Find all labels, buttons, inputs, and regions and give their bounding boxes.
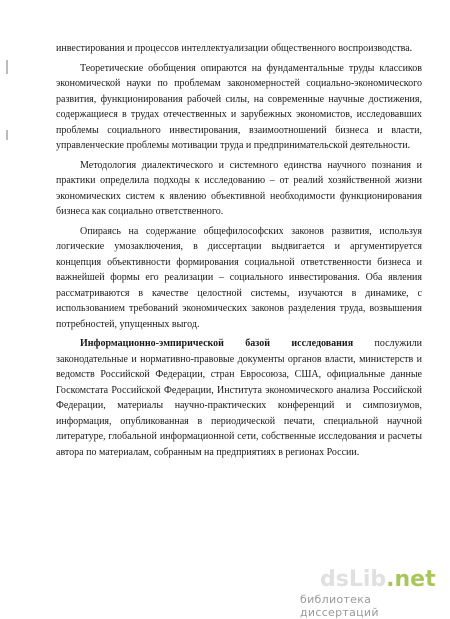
paragraph — [56, 61, 422, 154]
watermark-subtitle: библиотека диссертаций — [300, 593, 379, 619]
scan-edge-mark — [6, 130, 8, 140]
paragraph-text: послужили законодательные и нормативно-правовые документы органов власти, министерств и ведомств Российской Федерации, стран Евросоюза, США, официальные данные Госкомстата Российской Федерации, Института экономического анализа Российской Федерации, материалы научно-практических конференций и симпозиумов, информация, опубликованная в периодической печати, специальной научной литературе, глобальной информационной сети, собственные исследования и расчеты автора по материалам, собранным на предприятиях в регионах России. — [56, 338, 422, 458]
paragraph — [56, 224, 422, 333]
paragraph — [56, 336, 422, 460]
paragraph — [56, 158, 422, 220]
watermark-logo — [320, 567, 436, 592]
paragraph-text: Опираясь на содержание общефилософских законов развития, используя логические умозаключения, в диссертации выдвигается и аргументируется концепция объективности формирования социальной ответственности бизнеса и важнейшей формы его реализации – социального инвестирования. Оба явления рассматриваются в качестве целостной системы, изучаются в динамике, с использованием требований экономических законов разделения труда, возвышения потребностей, упущенных выгод. — [56, 225, 422, 330]
scan-edge-mark — [6, 60, 8, 74]
paragraph — [56, 41, 422, 57]
paragraph-text: Теоретические обобщения опираются на фундаментальные труды классиков экономической науки по проблемам закономерностей социально-экономического развития, функционирования рабочей силы, на современные научные достижения, содержащиеся в трудах отечественных и зарубежных экономистов, исследовавших проблемы социального инвестирования, взаимоотношений бизнеса и власти, управленческие проблемы мотивации труда и предпринимательской деятельности. — [56, 62, 422, 151]
watermark-logo-part1: dsLib — [320, 567, 387, 592]
paragraph-lead: Информационно-эмпирической базой исследования — [80, 338, 354, 349]
paragraph-text: Методология диалектического и системного единства научного познания и практики определила подходы к исследованию – от реалий хозяйственной жизни экономических систем к явлению объективной необходимости функционирования бизнеса как социально ответственного. — [56, 159, 422, 217]
paragraph-text: инвестирования и процессов интеллектуализации общественного воспроизводства. — [56, 43, 413, 54]
watermark-logo-part2: .net — [386, 567, 436, 592]
watermark — [300, 565, 440, 619]
body-text — [56, 41, 422, 464]
